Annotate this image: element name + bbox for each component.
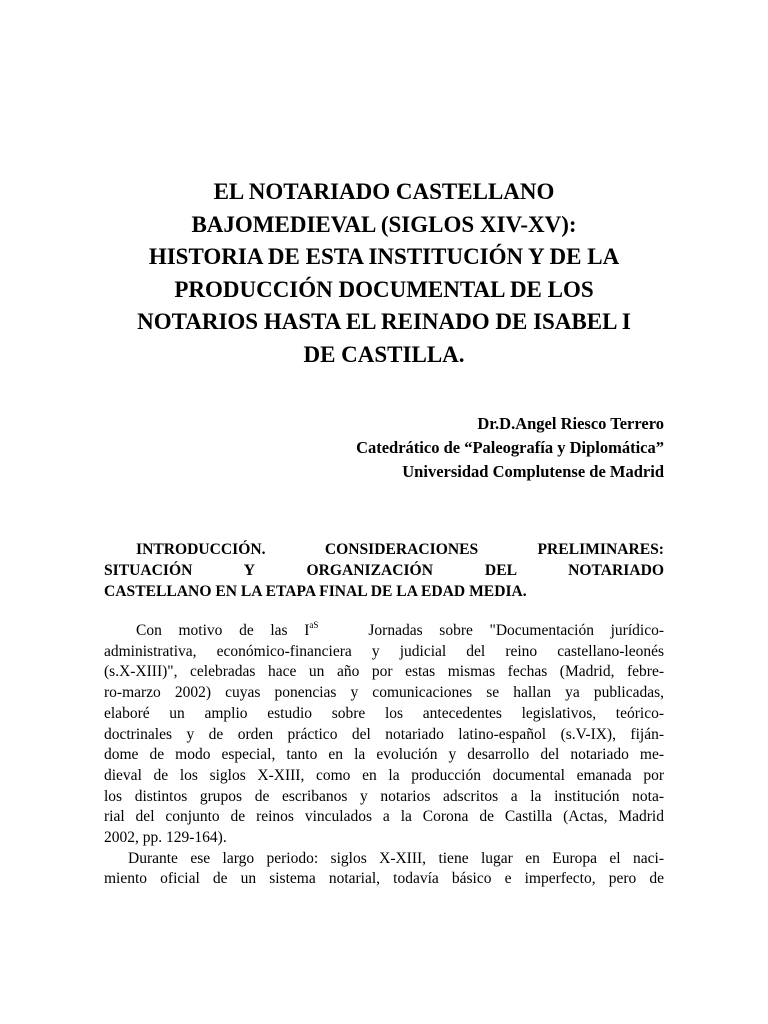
paragraph-line: elaboré un amplio estudio sobre los antecedentes legislativos, teórico- bbox=[104, 704, 664, 722]
paragraph-line: miento oficial de un sistema notarial, todavía básico e imperfecto, pero de bbox=[104, 870, 664, 888]
paragraph-last-line: 2002, pp. 129-164). bbox=[104, 829, 227, 847]
paragraph-line: ro-marzo 2002) cuyas ponencias y comunicaciones se hallan ya publicadas, bbox=[104, 684, 664, 702]
paragraph-line: dome de modo especial, tanto en la evolución y desarrollo del notariado me- bbox=[104, 746, 664, 764]
paragraph-text-fragment: Con motivo de las I bbox=[136, 622, 310, 639]
section-heading-line: CASTELLANO EN LA ETAPA FINAL DE LA EDAD MEDIA. bbox=[104, 583, 527, 600]
author-block bbox=[356, 412, 664, 484]
title-line: BAJOMEDIEVAL (SIGLOS XIV-XV): bbox=[191, 211, 577, 237]
paragraph-line: doctrinales y de orden práctico del notariado latino-español (s.V-IX), fiján- bbox=[104, 725, 664, 743]
document-title bbox=[80, 176, 688, 372]
title-line: NOTARIOS HASTA EL REINADO DE ISABEL I bbox=[137, 309, 631, 335]
section-heading-line: SITUACIÓN Y ORGANIZACIÓN DEL NOTARIADO bbox=[104, 562, 664, 579]
section-heading bbox=[104, 539, 664, 602]
paragraph-line: dieval de los siglos X-XIII, como en la producción documental emanada por bbox=[104, 766, 664, 784]
title-line: EL NOTARIADO CASTELLANO bbox=[213, 179, 555, 204]
author-position: Catedrático de “Paleografía y Diplomática” bbox=[356, 438, 664, 457]
title-line: PRODUCCIÓN DOCUMENTAL DE LOS bbox=[174, 276, 594, 302]
paragraph-text-fragment: Jornadas sobre "Documentación jurídico- bbox=[368, 622, 665, 639]
body-text bbox=[104, 621, 664, 890]
author-institution: Universidad Complutense de Madrid bbox=[402, 462, 664, 481]
paragraph-line: Durante ese largo periodo: siglos X-XIII, tiene lugar en Europa el naci- bbox=[128, 849, 664, 867]
section-heading-line: INTRODUCCIÓN. CONSIDERACIONES PRELIMINARES: bbox=[136, 541, 664, 558]
author-name: Dr.D.Angel Riesco Terrero bbox=[477, 414, 664, 433]
paragraph-line: administrativa, económico-financiera y judicial del reino castellano-leonés bbox=[104, 642, 664, 660]
title-line: HISTORIA DE ESTA INSTITUCIÓN Y DE LA bbox=[148, 244, 620, 270]
paragraph-line: (s.X-XIII)", celebradas hace un año por estas mismas fechas (Madrid, febre- bbox=[104, 663, 664, 681]
title-line: DE CASTILLA. bbox=[303, 341, 465, 367]
paragraph-line: los distintos grupos de escribanos y notarios adscritos a la institución nota- bbox=[104, 787, 664, 805]
paragraph-line: rial del conjunto de reinos vinculados a la Corona de Castilla (Actas, Madrid bbox=[104, 808, 664, 826]
ordinal-superscript: aS bbox=[309, 620, 319, 630]
paragraph-first-line bbox=[104, 621, 664, 642]
